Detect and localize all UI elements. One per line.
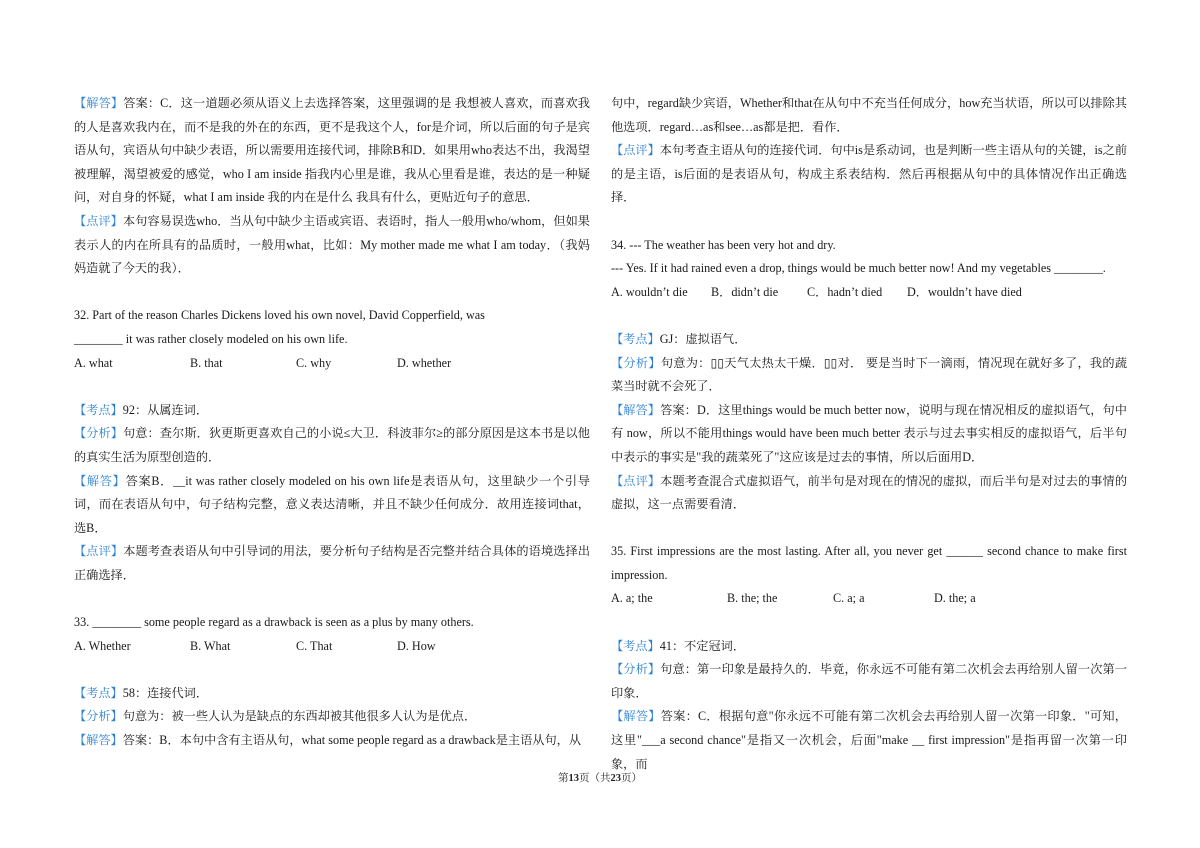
q35-options bbox=[611, 587, 1127, 611]
q33-point: 【考点】58：连接代词． bbox=[74, 685, 209, 700]
q32-option-d: D. whether bbox=[397, 355, 452, 370]
q33-options bbox=[74, 635, 590, 659]
q35-option-c: C. a; a bbox=[833, 591, 865, 606]
q32-options bbox=[74, 352, 590, 376]
q32-analysis: 【分析】句意：查尔斯．狄更斯更喜欢自己的小说≤大卫．科波菲尔≥的部分原因是这本书是以他的真实生活为原型创造的． bbox=[74, 426, 590, 464]
q33-answer-continued: 句中，regard缺少宾语，Whether和that在从句中不充当任何成分，how充当状语，所以可以排除其他选项．regard…as和see…as都是把．看作． bbox=[611, 96, 1127, 134]
q33-analysis: 【分析】句意为：被一些人认为是缺点的东西却被其他很多人认为是优点． bbox=[74, 709, 477, 724]
q31-comment: 【点评】本句容易误选who．当从句中缺少主语或宾语、表语时，指人一般用who/whom，但如果表示人的内在所具有的品质时，一般用what，比如：My mother made me what I am today．（我妈妈造就了今天的我）． bbox=[74, 213, 590, 276]
q32-option-b: B. that bbox=[190, 355, 223, 370]
q35-blank: ______ bbox=[946, 544, 983, 559]
q32-answer: 【解答】答案B．__it was rather closely modeled on his own life是表语从句，这里缺少一个引导词，而在表语从句中，句子结构完整，意义表达清晰，并且不缺少任何成分．故用连接词that，选B． bbox=[74, 473, 590, 535]
q34-point: 【考点】GJ：虚拟语气． bbox=[611, 331, 747, 346]
q32-stem: 32. Part of the reason Charles Dickens loved his own novel, David Copperfield, was ________ it was rather closely modeled on his own life. bbox=[74, 308, 485, 346]
q35-option-d: D. the; a bbox=[934, 591, 976, 606]
q32-option-a: A. what bbox=[74, 355, 113, 370]
q35-option-a: A. a; the bbox=[611, 591, 653, 606]
q33-option-b: B. What bbox=[190, 638, 231, 653]
q34-line2: --- Yes. If it had rained even a drop, things would be much better now! And my vegetables ________. bbox=[611, 261, 1106, 276]
q34-option-d: D．wouldn’t have died bbox=[907, 284, 1022, 299]
q35-point: 【考点】41：不定冠词． bbox=[611, 638, 746, 653]
comment-tag: 【点评】 bbox=[74, 213, 123, 228]
left-column bbox=[74, 92, 590, 753]
answer-tag: 【解答】 bbox=[74, 96, 124, 110]
q34-answer: 【解答】答案：D．这里things would be much better now，说明与现在情况相反的虚拟语气，句中有 now，所以不能用things would have been much better 表示与过去事实相反的虚拟语气，后半句中表示的事实是"我的蔬菜死了"这应该是过去的事情，所以后面用D． bbox=[611, 402, 1127, 464]
q34-option-a: A. wouldn’t die bbox=[611, 284, 688, 299]
q34-blank: ________ bbox=[1054, 261, 1103, 276]
q33-option-c: C. That bbox=[296, 638, 333, 653]
q33-answer: 【解答】答案：B．本句中含有主语从句，what some people regard as a drawback是主语从句，从 bbox=[74, 733, 582, 748]
q32-point: 【考点】92：从属连词． bbox=[74, 402, 209, 417]
q31-answer: 【解答】答案：C．这一道题必须从语义上去选择答案，这里强调的是 我想被人喜欢，而喜欢我的人是喜欢我内在，而不是我的外在的东西，更不是我这个人，for是介词，所以后面的句子是宾语从句，宾语从句中缺少表语，所以需要用连接代词，排除B和D．如果用who表达不出，我渴望被理解，渴望被爱的感觉，who I am inside 指我内心里是谁，我从心里看是谁，表达的是一种疑问，对自身的怀疑，what I am inside 我的内在是什么 我具有什么，更贴近句子的意思． bbox=[74, 96, 590, 205]
q35-option-b: B. the; the bbox=[727, 591, 778, 606]
total-pages: 23 bbox=[610, 773, 621, 784]
q32-comment: 【点评】本题考查表语从句中引导词的用法，要分析句子结构是否完整并结合具体的语境选择出正确选择． bbox=[74, 544, 591, 582]
q34-line1: 34. --- The weather has been very hot and dry. bbox=[611, 237, 836, 252]
current-page: 13 bbox=[568, 773, 579, 784]
q34-analysis: 【分析】句意为：▯▯天气太热太干燥．▯▯对． 要是当时下一滴雨，情况现在就好多了，我的蔬菜当时就不会死了． bbox=[611, 355, 1128, 394]
q32-option-c: C. why bbox=[296, 355, 332, 370]
q33-option-a: A. Whether bbox=[74, 638, 131, 653]
q35-answer: 【解答】答案：C．根据句意"你永远不可能有第二次机会去再给别人留一次第一印象．"可知，这里"___a second chance"是指又一次机会，后面"make __ first impression"是指再留一次第一印象，而 bbox=[611, 709, 1127, 771]
q35-stem: 35. First impressions are the most lasting. After all, you never get ______ second chance to make first impression. bbox=[611, 544, 1127, 582]
q34-comment: 【点评】本题考查混合式虚拟语气，前半句是对现在的情况的虚拟，而后半句是对过去的事情的虚拟，这一点需要看清． bbox=[611, 473, 1128, 512]
q34-option-c: C．hadn’t died bbox=[807, 284, 883, 299]
q32-blank: ________ bbox=[74, 331, 123, 346]
q33-option-d: D. How bbox=[397, 638, 436, 653]
q35-analysis: 【分析】句意：第一印象是最持久的．毕竟，你永远不可能有第二次机会去再给别人留一次第一印象． bbox=[611, 662, 1128, 700]
q33-stem: 33. ________ some people regard as a drawback is seen as a plus by many others. bbox=[74, 615, 474, 630]
q34-options bbox=[611, 281, 1127, 305]
page-footer: 第13页（共23页） bbox=[558, 773, 642, 784]
q33-blank: ________ bbox=[92, 615, 142, 630]
right-column bbox=[611, 92, 1127, 776]
q34-option-b: B．didn’t die bbox=[711, 284, 779, 299]
q33-comment: 【点评】本句考查主语从句的连接代词．句中is是系动词，也是判断一些主语从句的关键，is之前的是主语，is后面的是表语从句，构成主系表结构．然后再根据从句中的具体情况作出正确选择． bbox=[611, 143, 1128, 205]
